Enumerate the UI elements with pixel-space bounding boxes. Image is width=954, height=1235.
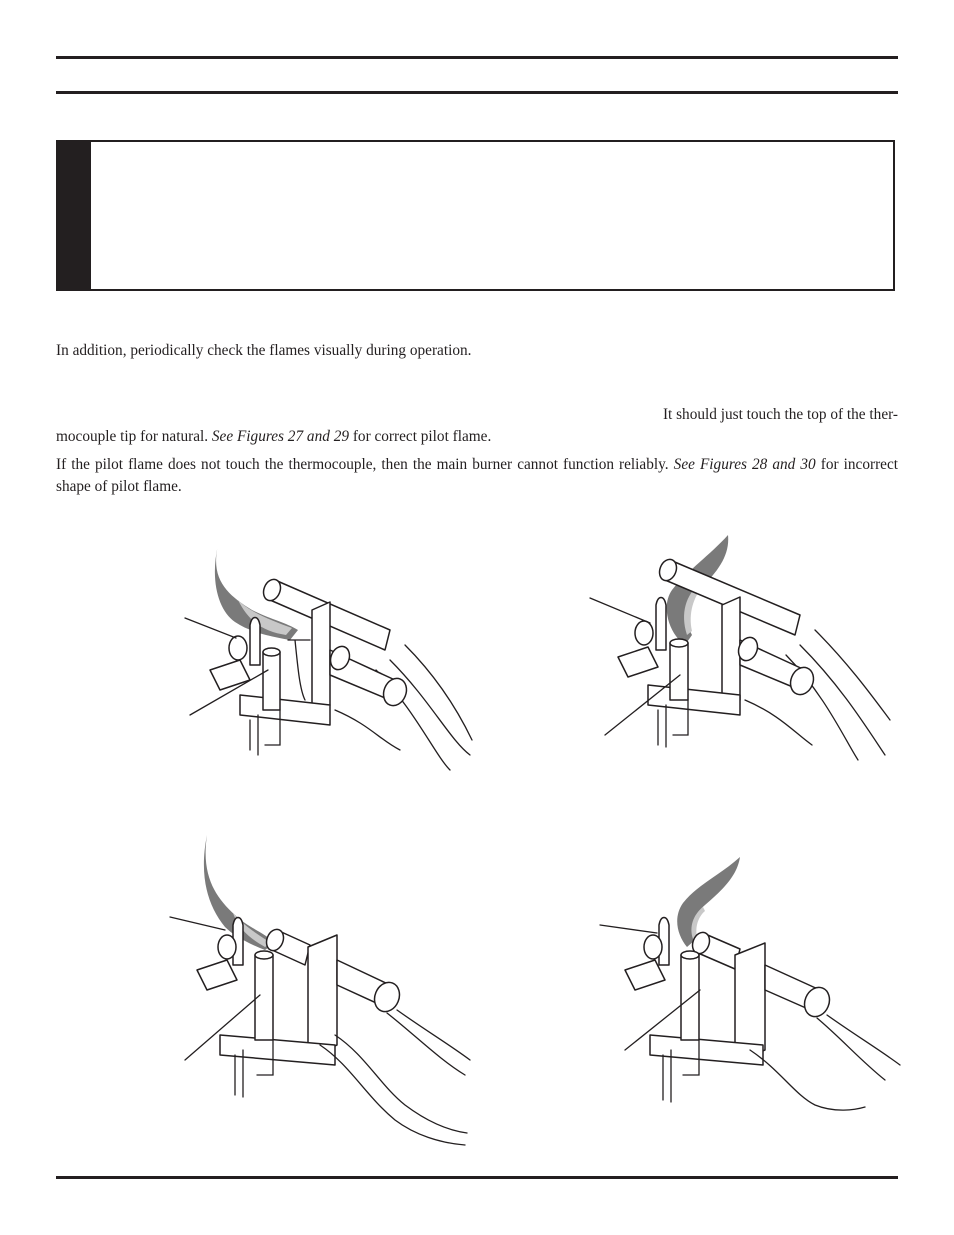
figure-reference-28-30: See Figures 28 and 30	[673, 456, 816, 473]
footer-rule	[56, 1176, 898, 1179]
figure-30-pilot-assembly	[595, 855, 905, 1115]
figure-29-pilot-assembly	[165, 835, 475, 1150]
incorrect-flame-paragraph	[56, 454, 898, 498]
incorrect-para-prefix: If the pilot flame does not touch the thermocouple, then the main burner cannot function reliably.	[56, 456, 669, 473]
pilot-flame-paragraph-line2	[56, 426, 898, 448]
figure-27-pilot-assembly	[180, 540, 480, 785]
header-rule-top	[56, 56, 898, 59]
figure-reference-27-29: See Figures 27 and 29	[211, 428, 349, 445]
pilot-flame	[677, 857, 740, 947]
pilot-para-prefix: mocouple tip for natural.	[56, 428, 209, 445]
incorrect-para-suffix: for incorrect shape of pilot flame.	[56, 456, 898, 495]
figure-28-pilot-assembly	[590, 535, 900, 765]
intro-paragraph: In addition, periodically check the flames visually during operation.	[56, 342, 472, 359]
notice-box	[56, 140, 895, 291]
notice-side-bar	[58, 142, 91, 289]
pilot-flame-paragraph-line1: It should just touch the top of the ther-	[662, 406, 898, 423]
header-rule-bottom	[56, 91, 898, 94]
pilot-para-suffix: for correct pilot flame.	[352, 428, 492, 445]
